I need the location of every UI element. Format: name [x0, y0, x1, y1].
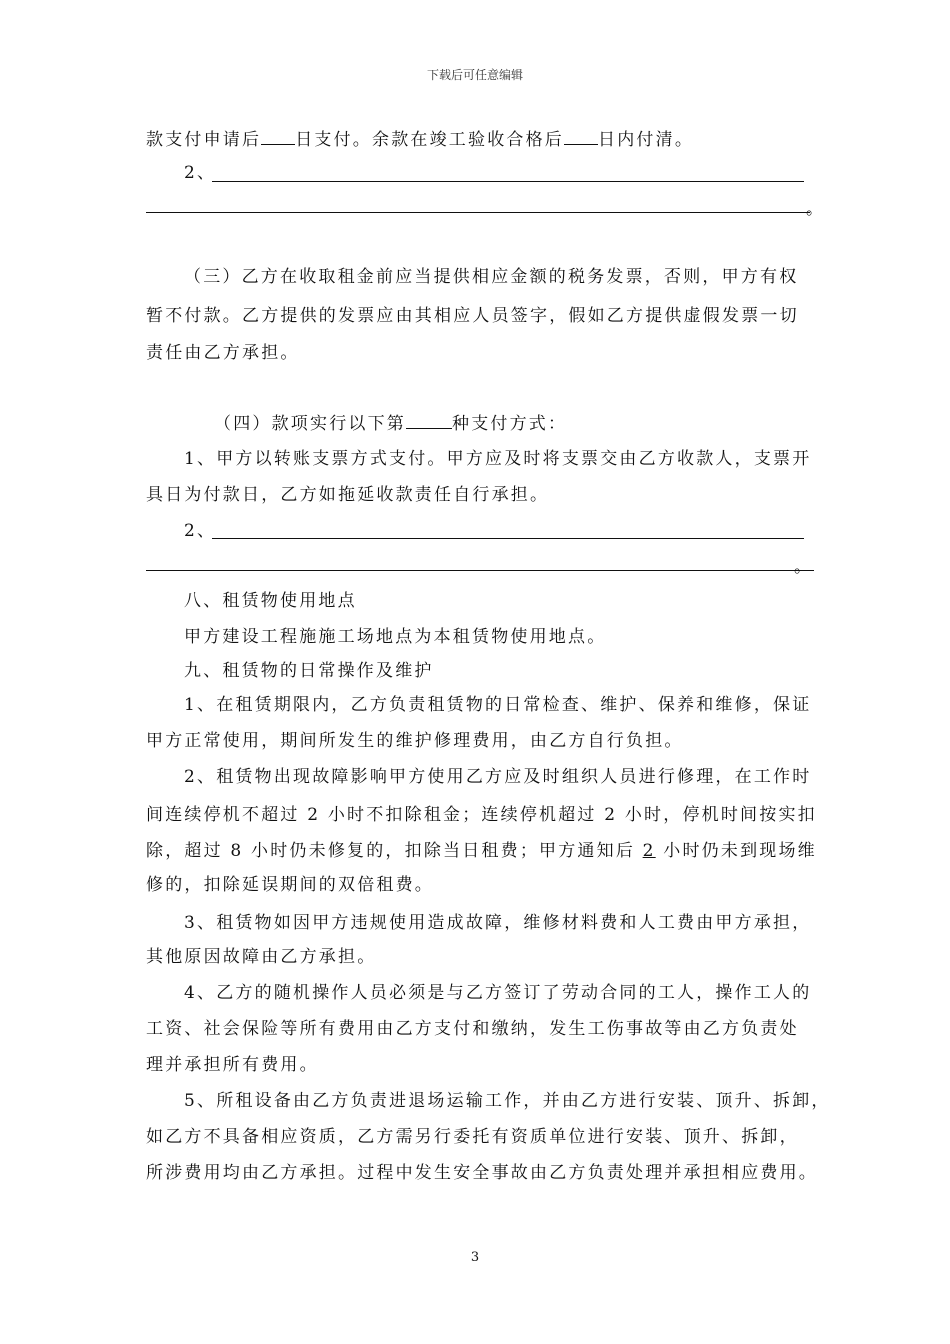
text-segment: 小时仍未到现场维 — [655, 841, 817, 861]
item-label: 2、 — [184, 163, 217, 183]
fill-in-line — [146, 570, 814, 571]
section-8-body: 甲方建设工程施施工场地点为本租赁物使用地点。 — [184, 627, 607, 647]
blank-field — [261, 128, 295, 145]
text-segment: 种支付方式： — [452, 414, 568, 434]
fill-in-line — [212, 538, 804, 539]
maintenance-clause-5-line-3: 所涉费用均由乙方承担。过程中发生安全事故由乙方负责处理并承担相应费用。 — [146, 1163, 818, 1183]
line-end-mark: 。 — [806, 199, 823, 219]
text-segment: 除，超过 8 小时仍未修复的，扣除当日租费；甲方通知后 — [146, 841, 643, 861]
maintenance-clause-4-line-1: 4、乙方的随机操作人员必须是与乙方签订了劳动合同的工人，操作工人的 — [184, 983, 812, 1003]
page-number: 3 — [470, 1250, 480, 1265]
page-header: 下载后可任意编辑 — [426, 68, 523, 82]
maintenance-clause-5-line-2: 如乙方不具备相应资质，乙方需另行委托有资质单位进行安装、顶升、拆卸， — [146, 1127, 799, 1147]
section-8-title: 八、租赁物使用地点 — [184, 591, 357, 611]
maintenance-clause-4-line-3: 理并承担所有费用。 — [146, 1055, 319, 1075]
blank-field — [406, 412, 452, 429]
invoice-clause-line-3: 责任由乙方承担。 — [146, 343, 300, 363]
maintenance-clause-2-line-2: 间连续停机不超过 2 小时不扣除租金；连续停机超过 2 小时，停机时间按实扣 — [146, 805, 817, 825]
payment-method-line — [214, 412, 567, 435]
text-segment: 日内付清。 — [598, 130, 695, 150]
payment-terms-line — [146, 128, 694, 151]
line-end-mark: 。 — [794, 557, 811, 577]
text-segment: 款支付申请后 — [146, 130, 262, 150]
maintenance-clause-5-line-1: 5、所租设备由乙方负责进退场运输工作，并由乙方进行安装、顶升、拆卸， — [184, 1091, 831, 1111]
maintenance-clause-3-line-2: 其他原因故障由乙方承担。 — [146, 947, 377, 967]
maintenance-clause-2-line-1: 2、租赁物出现故障影响甲方使用乙方应及时组织人员进行修理，在工作时 — [184, 767, 812, 787]
cheque-clause-line-1: 1、甲方以转账支票方式支付。甲方应及时将支票交由乙方收款人，支票开 — [184, 449, 812, 469]
cheque-clause-line-2: 具日为付款日，乙方如拖延收款责任自行承担。 — [146, 485, 550, 505]
fill-in-line — [146, 212, 810, 213]
section-9-title: 九、租赁物的日常操作及维护 — [184, 661, 434, 681]
maintenance-clause-3-line-1: 3、租赁物如因甲方违规使用造成故障，维修材料费和人工费由甲方承担， — [184, 913, 812, 933]
item-label: 2、 — [184, 521, 217, 541]
blank-field — [564, 128, 598, 145]
maintenance-clause-2-line-3 — [146, 840, 817, 862]
fill-in-line — [212, 181, 804, 182]
underlined-number: 2 — [642, 841, 656, 861]
maintenance-clause-1-line-1: 1、在租赁期限内，乙方负责租赁物的日常检查、维护、保养和维修，保证 — [184, 695, 812, 715]
maintenance-clause-1-line-2: 甲方正常使用，期间所发生的维护修理费用，由乙方自行负担。 — [146, 731, 684, 751]
maintenance-clause-4-line-2: 工资、社会保险等所有费用由乙方支付和缴纳，发生工伤事故等由乙方负责处 — [146, 1019, 799, 1039]
text-segment: （四）款项实行以下第 — [214, 414, 406, 434]
invoice-clause-line-1: （三）乙方在收取租金前应当提供相应金额的税务发票，否则，甲方有权 — [184, 267, 799, 287]
invoice-clause-line-2: 暂不付款。乙方提供的发票应由其相应人员签字，假如乙方提供虚假发票一切 — [146, 306, 799, 326]
maintenance-clause-2-line-4: 修的，扣除延误期间的双倍租费。 — [146, 875, 434, 895]
text-segment: 日支付。余款在竣工验收合格后 — [295, 130, 565, 150]
